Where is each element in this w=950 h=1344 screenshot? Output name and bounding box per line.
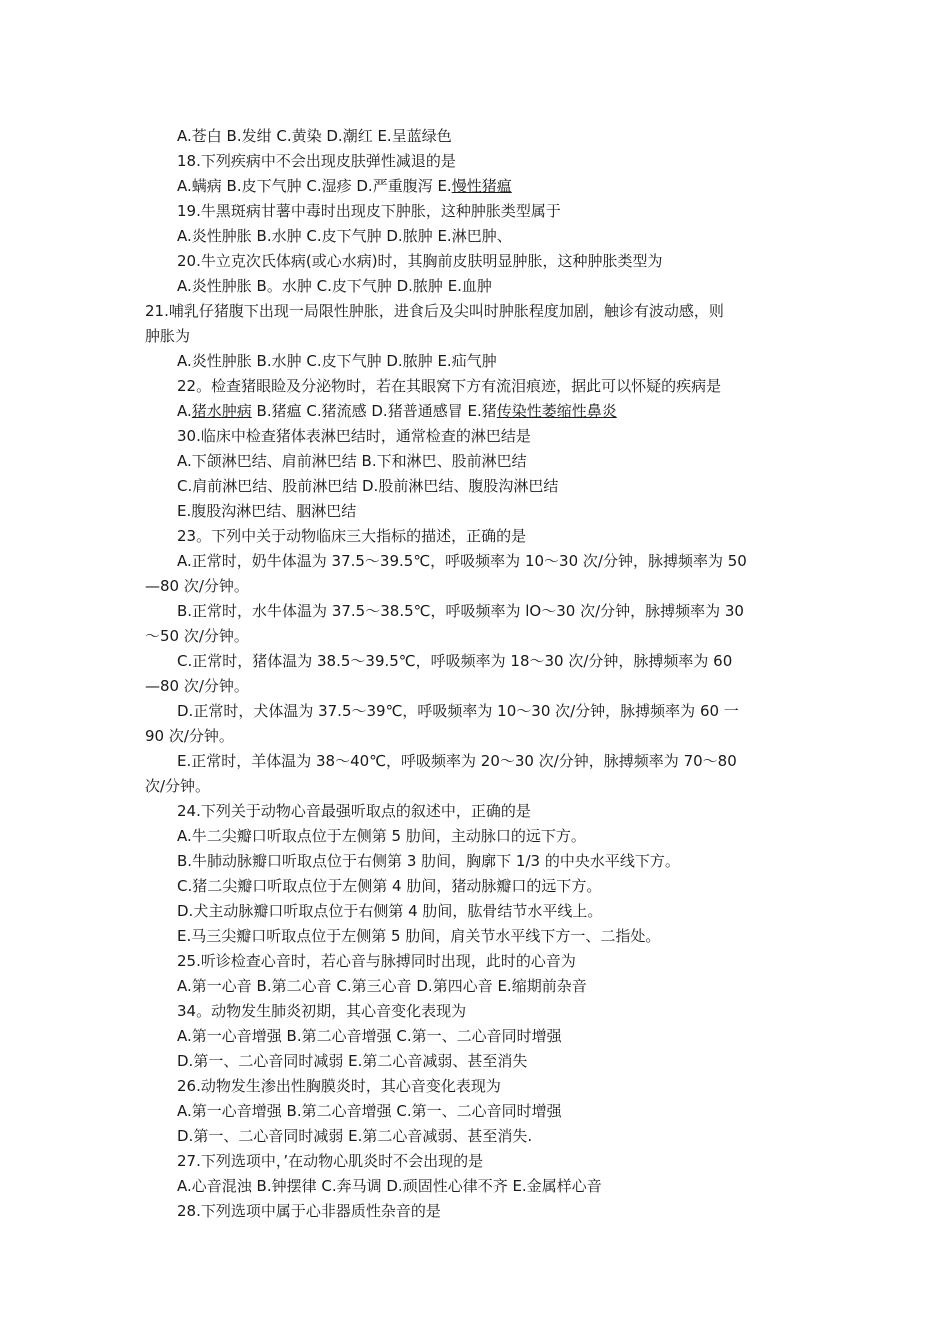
line-text: E.马三尖瓣口听取点位于左侧第 5 肋间，肩关节水平线下方一、二指处。	[177, 927, 661, 945]
line-text: 26.动物发生渗出性胸膜炎时，其心音变化表现为	[177, 1077, 501, 1095]
line-text: A.	[177, 402, 192, 420]
line-text: C.猪二尖瓣口听取点位于左侧第 4 肋间，猪动脉瓣口的远下方。	[177, 877, 602, 895]
text-line	[145, 274, 810, 299]
line-text: —80 次/分钟。	[145, 577, 249, 595]
line-text: 21.哺乳仔猪腹下出现一局限性肿胀，进食后及尖叫时肿胀程度加剧，触诊有波动感，则	[145, 302, 724, 320]
line-text: 20.牛立克次氏体病(或心水病)时，其胸前皮肤明显肿胀，这种肿胀类型为	[177, 252, 663, 270]
text-line	[145, 1099, 810, 1124]
line-text: A.炎性肿胀 B.水肿 C.皮下气肿 D.脓肿 E.疝气肿	[177, 352, 497, 370]
text-line	[145, 924, 810, 949]
text-line	[145, 1074, 810, 1099]
line-text: 肿胀为	[145, 327, 191, 345]
text-line	[145, 899, 810, 924]
line-text: A.心音混浊 B.钟摆律 C.奔马调 D.顽固性心律不齐 E.金属样心音	[177, 1177, 602, 1195]
text-line	[145, 474, 810, 499]
text-line	[145, 374, 810, 399]
text-line	[145, 549, 810, 574]
text-line	[145, 299, 810, 324]
text-line	[145, 1124, 810, 1149]
text-line	[145, 1024, 810, 1049]
text-line	[145, 874, 810, 899]
text-line	[145, 599, 810, 624]
line-text: 90 次/分钟。	[145, 727, 234, 745]
text-line	[145, 174, 810, 199]
text-line	[145, 699, 810, 724]
line-text: A.下颌淋巴结、肩前淋巴结 B.下和淋巴、股前淋巴结	[177, 452, 527, 470]
text-line	[145, 349, 810, 374]
text-line	[145, 974, 810, 999]
underlined-text: 猪水肿病	[191, 402, 252, 420]
text-line	[145, 499, 810, 524]
text-line	[145, 449, 810, 474]
line-text: C.正常时，猪体温为 38.5～39.5℃，呼吸频率为 18～30 次/分钟，脉搏频率为 60	[177, 652, 733, 670]
text-line	[145, 399, 810, 424]
line-text: A.第一心音增强 B.第二心音增强 C.第一、二心音同时增强	[177, 1027, 562, 1045]
line-text: 30.临床中检查猪体表淋巴结时，通常检查的淋巴结是	[177, 427, 531, 445]
text-line	[145, 674, 810, 699]
text-line	[145, 524, 810, 549]
text-line	[145, 999, 810, 1024]
line-text: 23。下列中关于动物临床三大指标的描述，正确的是	[177, 527, 527, 545]
line-text: —80 次/分钟。	[145, 677, 249, 695]
text-line	[145, 149, 810, 174]
text-line	[145, 774, 810, 799]
line-text: C.肩前淋巴结、股前淋巴结 D.股前淋巴结、腹股沟淋巴结	[177, 477, 559, 495]
line-text: E.正常时，羊体温为 38～40℃，呼吸频率为 20～30 次/分钟，脉搏频率为 70～80	[177, 752, 737, 770]
line-text: A.第一心音 B.第二心音 C.第三心音 D.第四心音 E.缩期前杂音	[177, 977, 587, 995]
line-text: A.苍白 B.发绀 C.黄染 D.潮红 E.呈蓝绿色	[177, 127, 452, 145]
line-text: B.猪瘟 C.猪流感 D.猪普通感冒 E.猪	[251, 402, 497, 420]
text-line	[145, 824, 810, 849]
text-line	[145, 749, 810, 774]
line-text: D.第一、二心音同时减弱 E.第二心音减弱、甚至消失	[177, 1052, 528, 1070]
text-line	[145, 1174, 810, 1199]
line-text: A.牛二尖瓣口听取点位于左侧第 5 肋间，主动脉口的远下方。	[177, 827, 586, 845]
line-text: 24.下列关于动物心音最强听取点的叙述中，正确的是	[177, 802, 531, 820]
text-line	[145, 124, 810, 149]
line-text: A.螨病 B.皮下气肿 C.湿疹 D.严重腹泻 E.	[177, 177, 452, 195]
text-line	[145, 224, 810, 249]
line-text: D.正常时，犬体温为 37.5～39℃，呼吸频率为 10～30 次/分钟，脉搏频率为 60 一	[177, 702, 739, 720]
underlined-text: 慢性猪瘟	[451, 177, 512, 195]
line-text: 次/分钟。	[145, 777, 211, 795]
line-text: 19.牛黑斑病甘薯中毒时出现皮下肿胀，这种肿胀类型属于	[177, 202, 561, 220]
line-text: ～50 次/分钟。	[145, 627, 249, 645]
text-line	[145, 1049, 810, 1074]
line-text: 22。检查猪眼睑及分泌物时，若在其眼窝下方有流泪痕迹，据此可以怀疑的疾病是	[177, 377, 722, 395]
text-line	[145, 624, 810, 649]
text-line	[145, 1199, 810, 1224]
line-text: A.正常时，奶牛体温为 37.5～39.5℃，呼吸频率为 10～30 次/分钟，脉搏频率为 50	[177, 552, 747, 570]
text-line	[145, 249, 810, 274]
line-text: 25.听诊检查心音时，若心音与脉搏同时出现，此时的心音为	[177, 952, 576, 970]
line-text: A.炎性肿胀 B。水肿 C.皮下气肿 D.脓肿 E.血肿	[177, 277, 492, 295]
text-line	[145, 1149, 810, 1174]
text-line	[145, 799, 810, 824]
line-text: 28.下列选项中属于心非器质性杂音的是	[177, 1202, 441, 1220]
line-text: D.第一、二心音同时减弱 E.第二心音减弱、甚至消失.	[177, 1127, 533, 1145]
line-text: E.腹股沟淋巴结、胭淋巴结	[177, 502, 357, 520]
text-line	[145, 849, 810, 874]
line-text: 34。动物发生肺炎初期，其心音变化表现为	[177, 1002, 467, 1020]
text-line	[145, 649, 810, 674]
underlined-text: 传染性萎缩性鼻炎	[496, 402, 617, 420]
text-line	[145, 324, 810, 349]
document-body	[145, 124, 810, 1224]
line-text: 18.下列疾病中不会出现皮肤弹性减退的是	[177, 152, 456, 170]
text-line	[145, 424, 810, 449]
line-text: B.牛肺动脉瓣口听取点位于右侧第 3 肋间，胸廓下 1/3 的中央水平线下方。	[177, 852, 680, 870]
line-text: A.炎性肿胀 B.水肿 C.皮下气肿 D.脓肿 E.淋巴肿、	[177, 227, 512, 245]
text-line	[145, 574, 810, 599]
text-line	[145, 949, 810, 974]
line-text: B.正常时，水牛体温为 37.5～38.5℃，呼吸频率为 lO～30 次/分钟，脉搏频率为 30	[177, 602, 744, 620]
line-text: 27.下列选项中，’在动物心肌炎时不会出现的是	[177, 1152, 484, 1170]
text-line	[145, 199, 810, 224]
line-text: A.第一心音增强 B.第二心音增强 C.第一、二心音同时增强	[177, 1102, 562, 1120]
line-text: D.犬主动脉瓣口听取点位于右侧第 4 肋间，肱骨结节水平线上。	[177, 902, 603, 920]
text-line	[145, 724, 810, 749]
